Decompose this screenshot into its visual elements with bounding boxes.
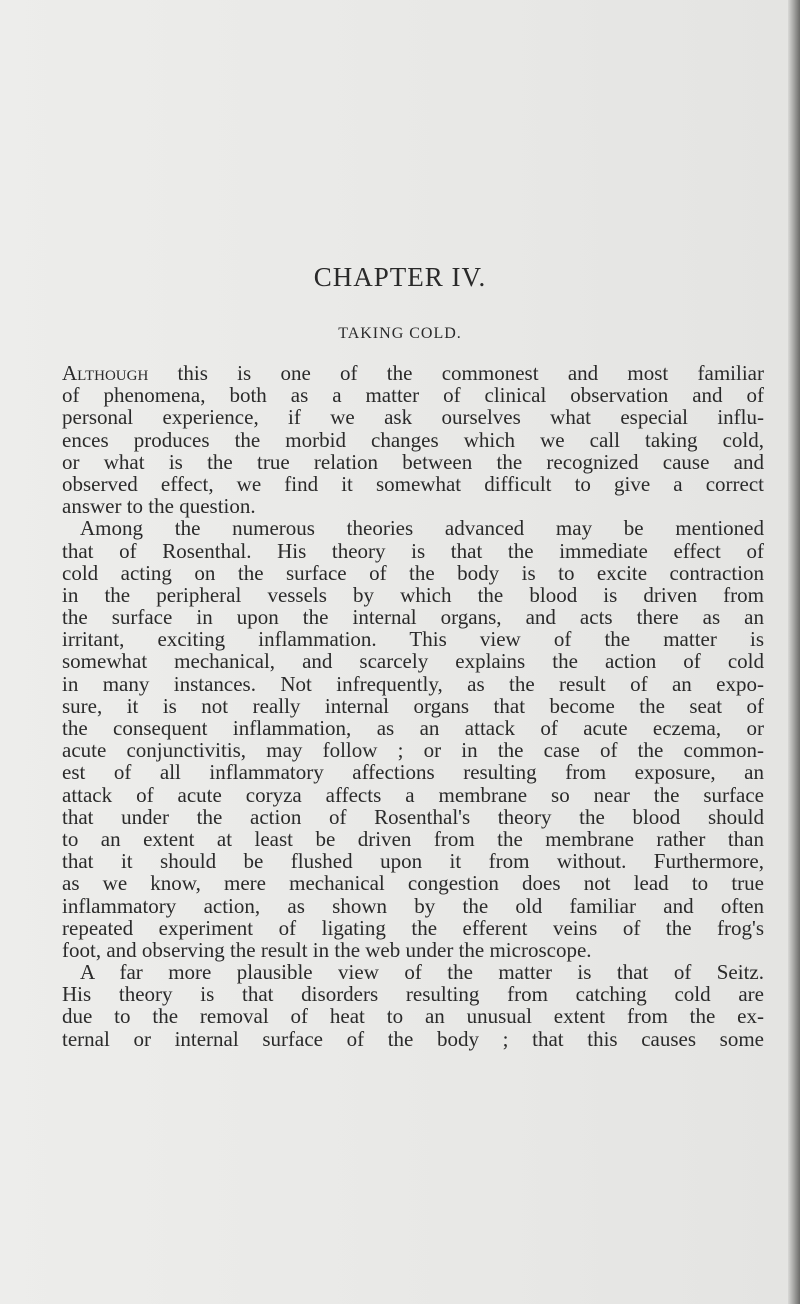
text-line: ternal or internal surface of the body ; that this causes some <box>62 1026 764 1051</box>
text-line: the consequent inflammation, as an attack of acute eczema, or <box>62 716 764 740</box>
text-line: inflammatory action, as shown by the old familiar and often <box>62 893 764 918</box>
text-line: attack of acute coryza affects a membrane so near the surface <box>62 782 764 807</box>
text-line: to an extent at least be driven from the membrane rather than <box>62 826 764 851</box>
section-heading: TAKING COLD. <box>338 325 462 342</box>
lead-word: Although <box>62 361 149 385</box>
text-line: personal experience, if we ask ourselves what especial influ- <box>62 405 764 430</box>
text-line: of phenomena, both as a matter of clinical observation and of <box>62 383 764 408</box>
text-line: irritant, exciting inflammation. This view of the matter is <box>62 627 764 652</box>
text-line: due to the removal of heat to an unusual extent from the ex- <box>62 1004 764 1029</box>
text-line: somewhat mechanical, and scarcely explains the action of cold <box>62 649 764 674</box>
body-text <box>62 362 764 1050</box>
text-line: His theory is that disorders resulting from catching cold are <box>62 982 764 1007</box>
text-line: in many instances. Not infrequently, as the result of an expo- <box>62 671 764 696</box>
chapter-heading: CHAPTER IV. <box>313 262 487 292</box>
text-line: Although this is one of the commonest and most familiar <box>62 361 764 385</box>
text-line: observed effect, we find it somewhat difficult to give a correct <box>62 471 764 496</box>
text-line: sure, it is not really internal organs that become the seat of <box>62 693 764 718</box>
text-line: or what is the true relation between the recognized cause and <box>62 449 764 474</box>
text-line: that it should be flushed upon it from without. Furthermore, <box>62 849 764 874</box>
text-line: that under the action of Rosenthal's theory the blood should <box>62 804 764 829</box>
text-line: repeated experiment of ligating the efferent veins of the frog's <box>62 915 764 940</box>
text-line: foot, and observing the result in the web under the microscope. <box>62 937 592 962</box>
text-line: cold acting on the surface of the body is to excite contraction <box>62 560 764 585</box>
text-line: ences produces the morbid changes which we call taking cold, <box>62 427 764 452</box>
text-line: est of all inflammatory affections resulting from exposure, an <box>62 760 764 785</box>
text-line: in the peripheral vessels by which the blood is driven from <box>62 582 764 607</box>
text-line: answer to the question. <box>62 494 256 519</box>
text-line: A far more plausible view of the matter is that of Seitz. <box>80 960 764 985</box>
text-line: acute conjunctivitis, may follow ; or in the case of the common- <box>62 738 764 763</box>
text-line: Among the numerous theories advanced may be mentioned <box>80 516 764 541</box>
text-line: the surface in upon the internal organs, and acts there as an <box>62 605 764 630</box>
text-line: that of Rosenthal. His theory is that the immediate effect of <box>62 538 764 563</box>
text-line: as we know, mere mechanical congestion does not lead to true <box>62 871 764 896</box>
page-edge <box>788 0 800 1304</box>
